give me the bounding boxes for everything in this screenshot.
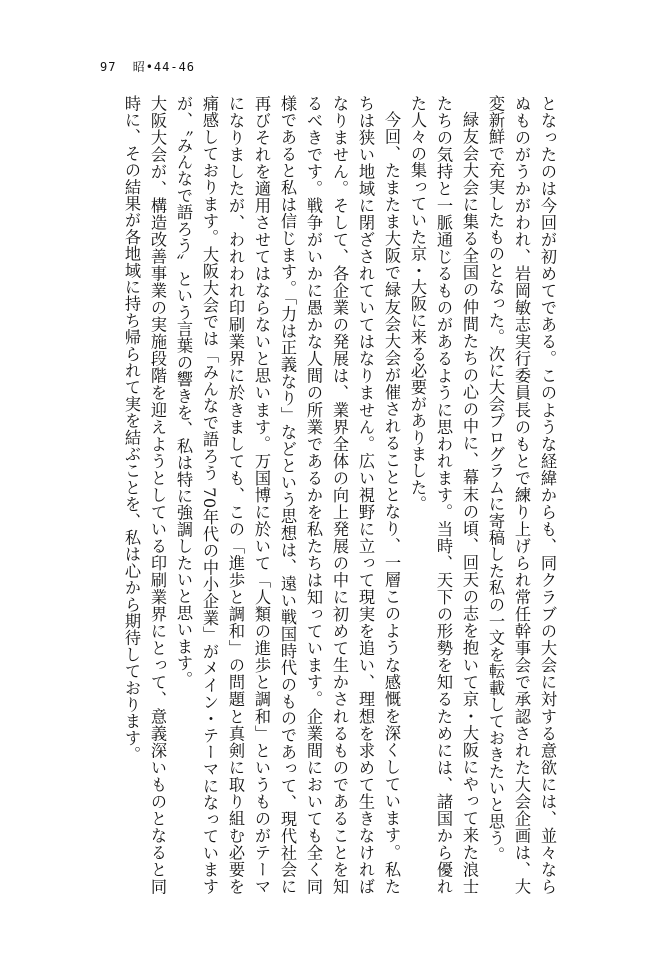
page-header — [100, 58, 203, 75]
page-number: 97 — [100, 60, 117, 74]
paragraph-quote-3: 大阪大会が、構造改善事業の実施段階を迎えようとしている印刷業界にとって、意義深いものとなると同時に、その結果が各地域に持ち帰られて実を結ぶことを、私は心から期待しております。 — [122, 95, 167, 895]
era-date-label: 昭•44-46 — [132, 60, 196, 74]
paragraph-quote-1: 緑友会大会に集る全国の仲間たちの心の中に、幕末の頃、回天の志を抱いて京・大阪にやって来た浪士たちの気持と一脈通じるものがあるように思われます。当時、天下の形勢を知るためには、諸国から優れた人々の集っていた京・大阪に来る必要がありました。 — [408, 95, 479, 895]
paragraph-quote-2: 今回、たまたま大阪で緑友会大会が催されることとなり、一層このような感慨を深くしています。私たちは狭い地域に閉ざされていてはなりません。広い視野に立って現実を追い、理想を求めて生きなければなりません。そして、各企業の発展は、業界全体の向上発展の中に初めて生かされるものであることを知るべきです。戦争がいかに愚かな人間の所業であるかを私たちは知っています。企業間においても全く同様であると私は信じます。「力は正義なり」などという思想は、遠い戦国時代のものであって、現代社会に再びそれを適用させてはならないと思います。万国博に於いて「人類の進歩と調和」というものがテーマになりましたが、われわれ印刷業界に於きましても、この「進歩と調和」の問題と真剣に取り組む必要を痛感しております。大阪大会では「みんなで語ろう 70年代の中小企業」がメイン・テーマになっていますが、〝みんなで語ろう〟という言葉の響きを、私は特に強調したいと思います。 — [174, 95, 401, 895]
vertical-text-body — [100, 95, 560, 895]
paragraph-intro: となったのは今回が初めてである。このような経緯からも、同クラブの大会に対する意欲には、並々ならぬものがうかがわれ、岩岡敏志実行委員長のもとで練り上げられ常任幹事会で承認された大会企画は、大変新鮮で充実したものとなった。次に大会プログラムに寄稿した私の一文を転載しておきたいと思う。 — [486, 95, 557, 895]
